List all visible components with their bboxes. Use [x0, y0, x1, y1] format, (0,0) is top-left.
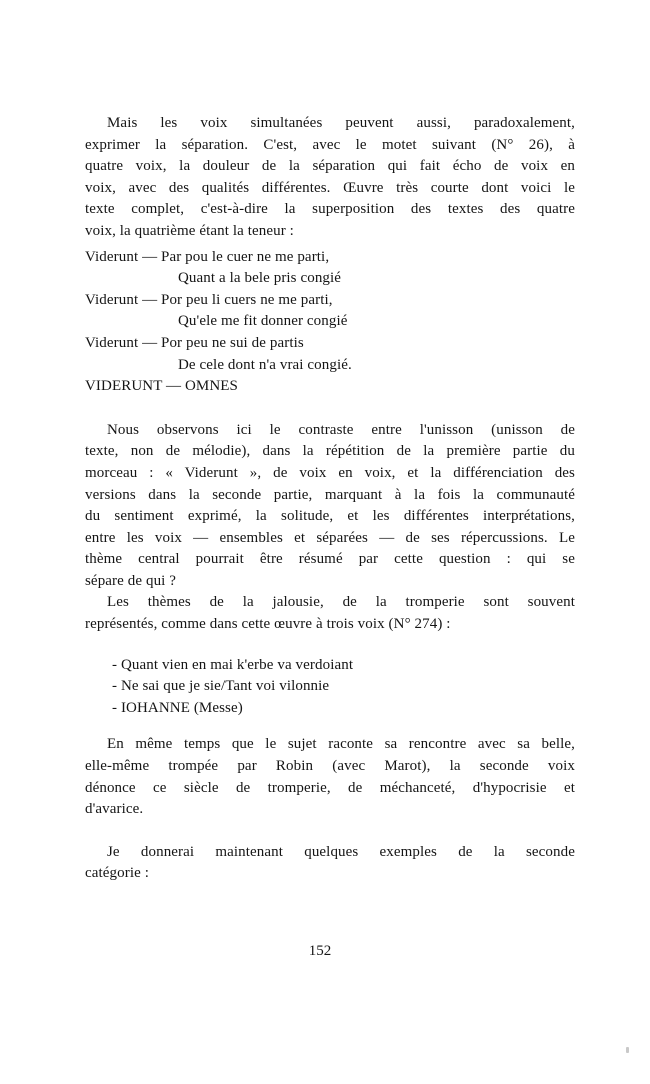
- text-line: texte complet, c'est-à-dire la superposition des textes des quatre: [85, 201, 575, 218]
- paragraph-3: [85, 592, 575, 635]
- text-line: morceau : « Viderunt », de voix en voix, et la différenciation des: [85, 464, 575, 481]
- text-line: Je donnerai maintenant quelques exemples de la seconde: [107, 843, 575, 860]
- text-line: versions dans la seconde partie, marquant à la fois la communauté: [85, 486, 575, 503]
- text-line: sépare de qui ?: [85, 572, 177, 589]
- page-number: 152: [308, 943, 332, 959]
- text-line: catégorie :: [85, 865, 149, 882]
- text-line: elle-même trompée par Robin (avec Marot), la seconde voix: [85, 758, 575, 775]
- paragraph-2: [85, 420, 575, 593]
- verse-line: Viderunt — Par pou le cuer ne me parti,: [85, 248, 330, 265]
- list-item: - Ne sai que je sie/Tant voi vilonnie: [112, 678, 330, 695]
- verse-final-line: VIDERUNT — OMNES: [85, 378, 238, 395]
- example-list: [85, 655, 575, 720]
- text-line: Nous observons ici le contraste entre l'unisson (unisson de: [107, 421, 575, 438]
- text-line: représentés, comme dans cette œuvre à trois voix (N° 274) :: [85, 616, 451, 633]
- text-line: dénonce ce siècle de tromperie, de méchanceté, d'hypocrisie et: [85, 779, 575, 796]
- text-line: Mais les voix simultanées peuvent aussi, paradoxalement,: [107, 115, 575, 131]
- text-line: En même temps que le sujet raconte sa rencontre avec sa belle,: [107, 736, 575, 753]
- verse-line: Qu'ele me fit donner congié: [178, 313, 348, 330]
- text-line: exprimer la séparation. C'est, avec le motet suivant (N° 26), à: [85, 136, 575, 153]
- text-line: texte, non de mélodie), dans la répétition de la première partie du: [85, 443, 575, 460]
- text-line: entre les voix — ensembles et séparées — de ses répercussions. Le: [85, 529, 575, 546]
- text-line: voix, la quatrième étant la teneur :: [85, 222, 294, 239]
- text-line: d'avarice.: [85, 801, 144, 818]
- list-item: - IOHANNE (Messe): [112, 699, 243, 716]
- text-line: quatre voix, la douleur de la séparation qui fait écho de voix en: [85, 158, 575, 175]
- text-line: Les thèmes de la jalousie, de la tromperie sont souvent: [107, 594, 575, 611]
- scan-artifact: [626, 1047, 629, 1053]
- verse-block: [85, 247, 575, 398]
- verse-line: Viderunt — Por peu li cuers ne me parti,: [85, 291, 333, 308]
- text-line: du sentiment exprimé, la solitude, et les différentes interprétations,: [85, 508, 575, 525]
- text-block: [85, 113, 575, 885]
- text-line: voix, avec des qualités différentes. Œuvre très courte dont voici le: [85, 179, 575, 196]
- paragraph-4: [85, 734, 575, 820]
- verse-line: Quant a la bele pris congié: [178, 270, 342, 287]
- paragraph-5: [85, 842, 575, 885]
- paragraph-1: [85, 113, 575, 243]
- list-item: - Quant vien en mai k'erbe va verdoiant: [112, 656, 354, 673]
- verse-line: Viderunt — Por peu ne sui de partis: [85, 334, 304, 351]
- verse-line: De cele dont n'a vrai congié.: [178, 356, 352, 373]
- text-line: thème central pourrait être résumé par cette question : qui se: [85, 551, 575, 568]
